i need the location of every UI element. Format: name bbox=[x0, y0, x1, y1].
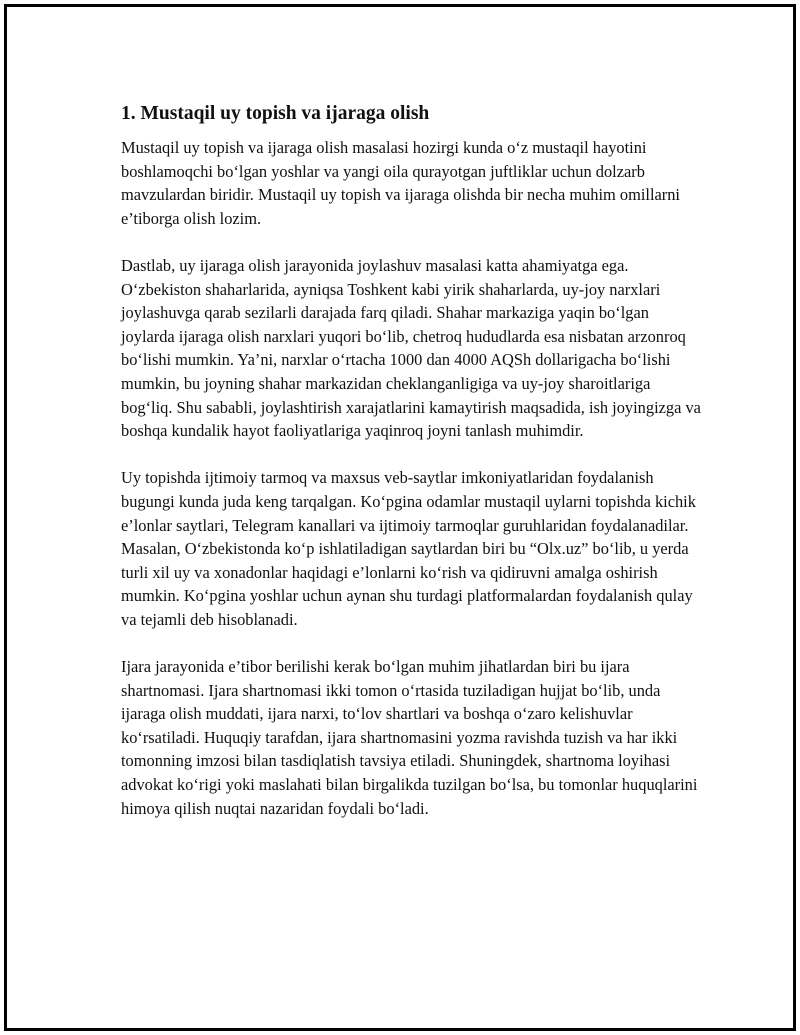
paragraph-intro: Mustaqil uy topish va ijaraga olish masalasi hozirgi kunda o‘z mustaqil hayotini boshlamoqchi bo‘lgan yoshlar va yangi oila qurayotgan juftliklar uchun dolzarb mavzulardan biridir. Mustaqil uy topish va ijaraga olishda bir necha muhim omillarni e’tiborga olish lozim. bbox=[121, 138, 680, 228]
paragraph-location: Dastlab, uy ijaraga olish jarayonida joylashuv masalasi katta ahamiyatga ega. O‘zbekiston shaharlarida, ayniqsa Toshkent kabi yirik shaharlarda, uy-joy narxlari joylashuvga qarab sezilarli darajada farq qiladi. Shahar markaziga yaqin bo‘lgan joylarda ijaraga olish narxlari yuqori bo‘lib, chetroq hududlarda esa nisbatan arzonroq bo‘lishi mumkin. Ya’ni, narxlar o‘rtacha 1000 dan 4000 AQSh dollarigacha bo‘lishi mumkin, bu joyning shahar markazidan cheklanganligiga va uy-joy sharoitlariga bog‘liq. Shu sababli, joylashtirish xarajatlarini kamaytirish maqsadida, ish joyingizga va boshqa kundalik hayot faoliyatlariga yaqinroq joyni tanlash muhimdir. bbox=[121, 255, 701, 441]
document-body bbox=[121, 102, 701, 820]
paragraph-rental-contract: Ijara jarayonida e’tibor berilishi kerak bo‘lgan muhim jihatlardan biri bu ijara shartnomasi. Ijara shartnomasi ikki tomon o‘rtasida tuziladigan hujjat bo‘lib, unda ijaraga olish muddati, ijara narxi, to‘lov shartlari va boshqa o‘zaro kelishuvlar ko‘rsatiladi. Huquqiy tarafdan, ijara shartnomasini yozma ravishda tuzish va har ikki tomonning imzosi bilan tasdiqlatish tavsiya etiladi. Shuningdek, shartnoma loyihasi advokat ko‘rigi yoki maslahati bilan birgalikda tuzilgan bo‘lsa, bu tomonlar huquqlarini himoya qilish nuqtai nazaridan foydali bo‘ladi. bbox=[121, 657, 698, 818]
paragraph-online-search: Uy topishda ijtimoiy tarmoq va maxsus veb-saytlar imkoniyatlaridan foydalanish bugungi kunda juda keng tarqalgan. Ko‘pgina odamlar mustaqil uylarni topishda kichik e’lonlar saytlari, Telegram kanallari va ijtimoiy tarmoqlar guruhlaridan foydalanadilar. Masalan, O‘zbekistonda ko‘p ishlatiladigan saytlardan biri bu “Olx.uz” bo‘lib, u yerda turli xil uy va xonadonlar haqidagi e’lonlarni ko‘rish va qidiruvni amalga oshirish mumkin. Ko‘pgina yoshlar uchun aynan shu turdagi platformalardan foydalanish qulay va tejamli deb hisoblanadi. bbox=[121, 468, 696, 629]
page-frame bbox=[4, 4, 796, 1031]
section-heading: 1. Mustaqil uy topish va ijaraga olish bbox=[121, 103, 430, 124]
